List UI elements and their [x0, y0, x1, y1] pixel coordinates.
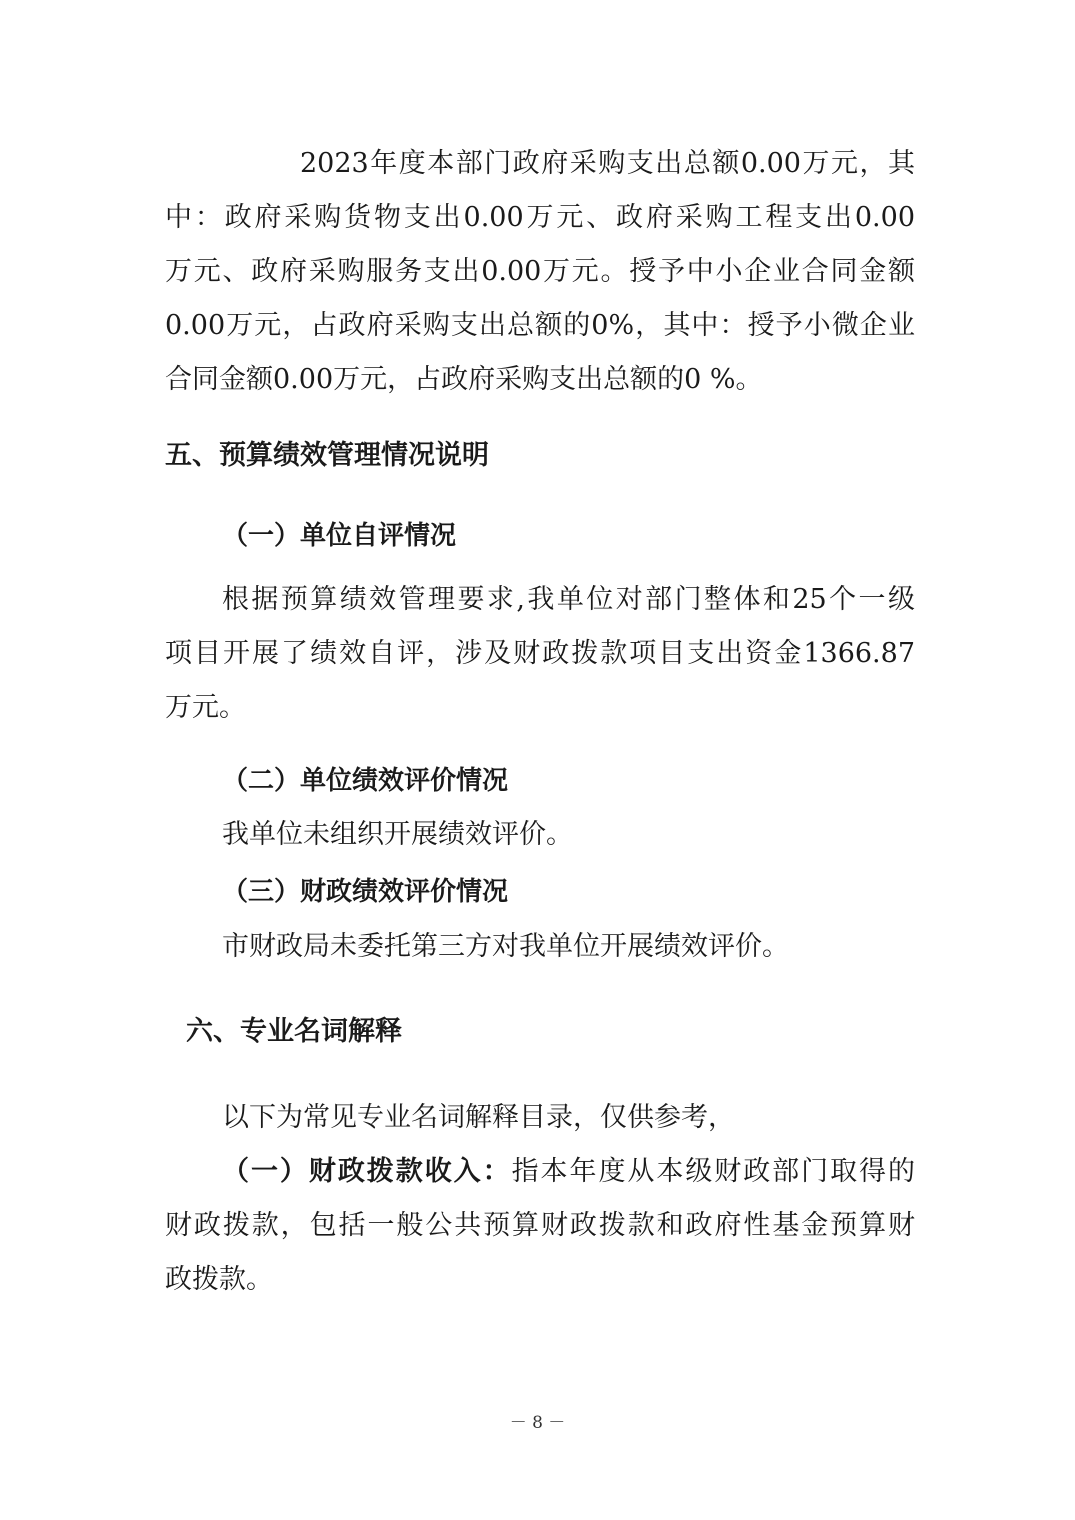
unit-evaluation-subheading: （二）单位绩效评价情况 — [222, 766, 509, 796]
fiscal-evaluation-text: 市财政局未委托第三方对我单位开展绩效评价。 — [222, 931, 789, 962]
fiscal-evaluation-subheading: （三）财政绩效评价情况 — [222, 877, 509, 907]
section-six-heading: 六、专业名词解释 — [186, 1016, 402, 1047]
procurement-line-2: 中：政府采购货物支出0.00万元、政府采购工程支出0.00 — [165, 202, 915, 233]
term-one-line-2: 财政拨款，包括一般公共预算财政拨款和政府性基金预算财 — [165, 1210, 915, 1241]
self-evaluation-subheading: （一）单位自评情况 — [222, 521, 457, 551]
page-number: － 8 － — [509, 1413, 566, 1433]
term-one-line-1 — [222, 1155, 915, 1189]
term-one-line-3: 政拨款。 — [165, 1264, 273, 1295]
procurement-line-4: 0.00万元，占政府采购支出总额的0%，其中：授予小微企业 — [165, 310, 915, 341]
self-evaluation-line-1: 根据预算绩效管理要求,我单位对部门整体和25个一级 — [222, 584, 915, 615]
glossary-intro: 以下为常见专业名词解释目录，仅供参考， — [222, 1102, 735, 1133]
procurement-line-5: 合同金额0.00万元，占政府采购支出总额的0 %。 — [165, 364, 763, 395]
unit-evaluation-text: 我单位未组织开展绩效评价。 — [222, 819, 573, 850]
self-evaluation-line-3: 万元。 — [165, 692, 246, 723]
procurement-line-3: 万元、政府采购服务支出0.00万元。授予中小企业合同金额 — [165, 256, 915, 287]
term-one-definition-start: 指本年度从本级财政部门取得的 — [511, 1156, 916, 1187]
term-one-label: （一）财政拨款收入： — [222, 1156, 512, 1187]
section-five-heading: 五、预算绩效管理情况说明 — [165, 440, 489, 471]
procurement-line-1: 2023年度本部门政府采购支出总额0.00万元，其 — [300, 148, 915, 179]
self-evaluation-line-2: 项目开展了绩效自评，涉及财政拨款项目支出资金1366.87 — [165, 638, 915, 669]
